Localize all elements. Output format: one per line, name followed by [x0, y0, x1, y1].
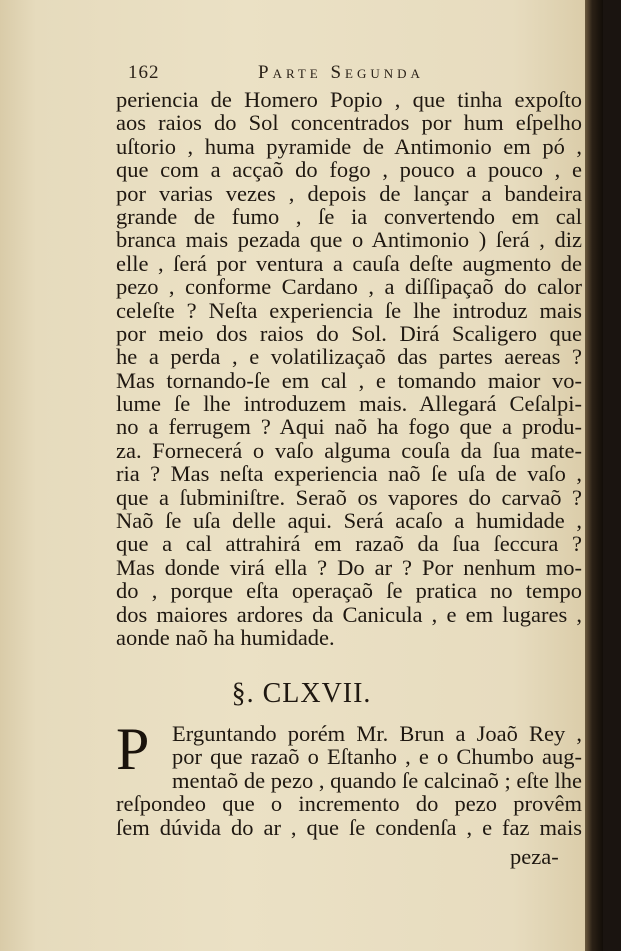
text-line: uſtorio , huma pyramide de Antimonio em pó ,	[116, 133, 582, 159]
text-line: mentaõ de pezo , quando ſe calcinaõ ; eſte lhe	[172, 767, 582, 793]
text-line: ria ? Mas neſta experiencia naõ ſe uſa de vaſo ,	[116, 461, 582, 487]
text-line: aonde naõ ha humidade.	[116, 624, 335, 650]
text-line: celeſte ? Neſta experiencia ſe lhe introduz mais	[116, 297, 582, 323]
text-line: que a cal attrahirá em razaõ da ſua ſeccura ?	[116, 531, 582, 557]
text-line: branca mais pezada que o Antimonio ) ſerá , diz	[116, 227, 582, 253]
text-line: periencia de Homero Popio , que tinha expoſto	[116, 87, 582, 112]
paragraph-1	[116, 88, 582, 649]
catchword: peza-	[510, 844, 559, 869]
text-line: pezo , conforme Cardano , a diſſipaçaõ do calor	[116, 274, 582, 300]
text-line: he a perda , e volatilizaçaõ das partes aereas ?	[116, 344, 582, 370]
text-line: za. Fornecerá o vaſo alguma couſa da ſua mate-	[116, 437, 582, 463]
text-line: aos raios do Sol concentrados por hum eſpelho	[116, 110, 582, 136]
text-line: reſpondeo que o incremento do pezo provêm	[116, 791, 582, 817]
text-line: Mas donde virá ella ? Do ar ? Por nenhum mo-	[116, 554, 582, 580]
page-edge-shadow	[585, 0, 603, 951]
section-heading: §. CLXVII.	[231, 678, 372, 709]
text-line: por varias vezes , depois de lançar a bandeira	[116, 180, 582, 206]
text-line: grande de fumo , ſe ia convertendo em cal	[116, 203, 582, 229]
text-line: Mas tornando-ſe em cal , e tomando maior vo-	[116, 367, 582, 393]
paragraph-2	[116, 716, 582, 840]
text-line: ſem dúvida do ar , que ſe condenſa , e faz mais	[116, 814, 582, 840]
text-line: que com a acçaõ do fogo , pouco a pouco , e	[116, 157, 582, 183]
text-line: Erguntando porém Mr. Brun a Joaõ Rey ,	[172, 721, 582, 746]
text-line: que a ſubminiſtre. Seraõ os vapores do carvaõ ?	[116, 484, 582, 510]
text-line: por que razaõ o Eſtanho , e o Chumbo aug-	[172, 744, 582, 770]
text-line: dos maiores ardores da Canicula , e em lugares ,	[116, 601, 582, 627]
running-title: Parte Segunda	[258, 62, 424, 83]
text-line: lume ſe lhe introduzem mais. Allegará Ceſalpi-	[116, 391, 582, 417]
text-line: elle , ſerá por ventura a cauſa deſte augmento de	[116, 250, 582, 276]
text-line: Naõ ſe uſa delle aqui. Será acaſo a humidade ,	[116, 508, 582, 534]
running-header	[128, 62, 548, 86]
text-line: no a ferrugem ? Aqui naõ ha fogo que a produ-	[116, 414, 582, 440]
drop-cap: P	[116, 716, 150, 782]
text-line: por meio dos raios do Sol. Dirá Scaligero que	[116, 320, 582, 346]
text-line: do , porque eſta operaçaõ ſe pratica no tempo	[116, 578, 582, 604]
page-number: 162	[128, 62, 160, 83]
